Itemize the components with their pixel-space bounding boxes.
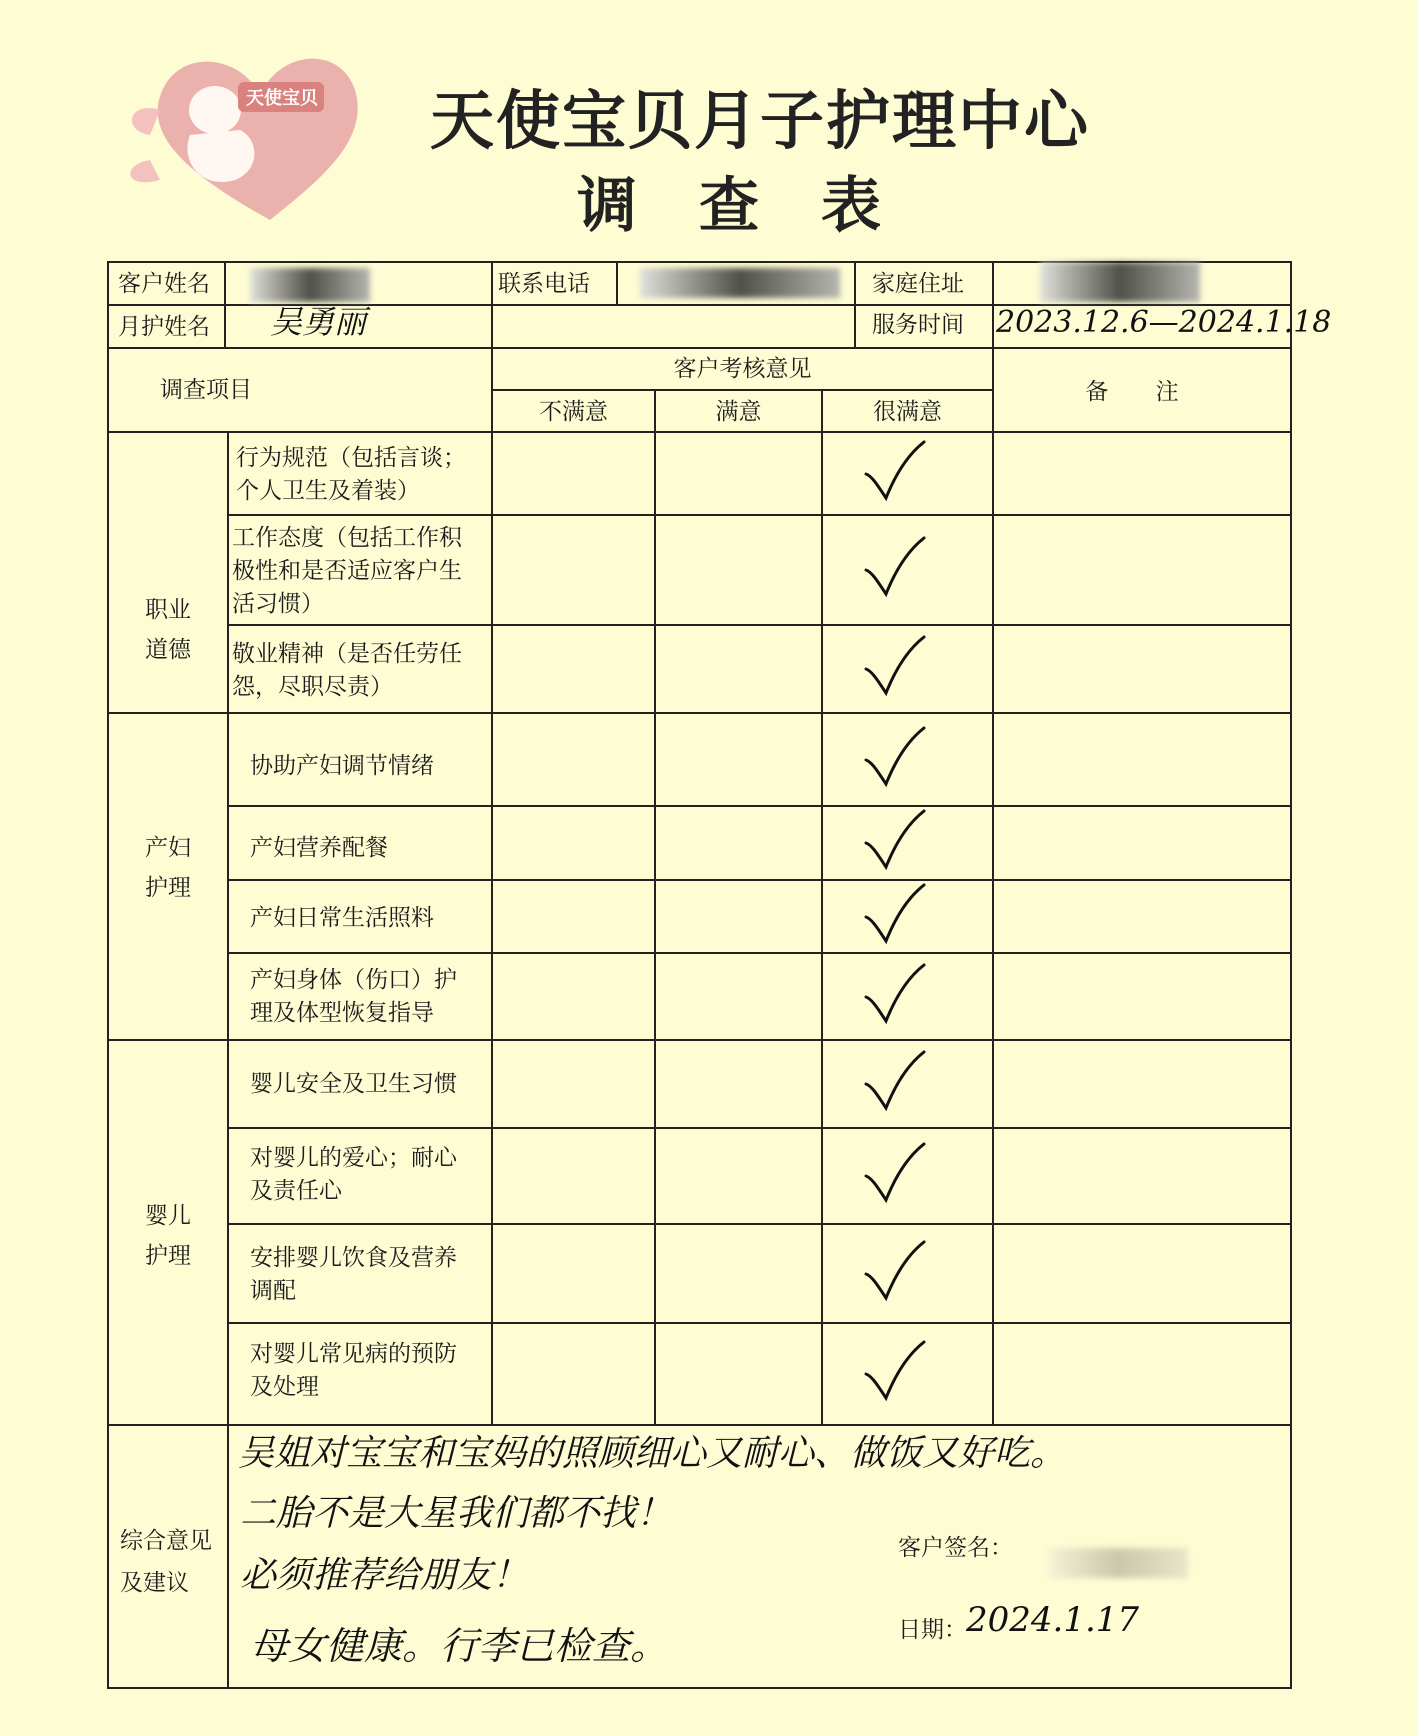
item-text: 工作态度（包括工作积 极性和是否适应客户生 活习惯） (232, 525, 462, 617)
service-time-label: 服务时间 (872, 312, 964, 338)
item-text: 对婴儿常见病的预防 及处理 (250, 1341, 457, 1400)
item-text: 婴儿安全及卫生习惯 (250, 1071, 457, 1097)
phone-label: 联系电话 (498, 271, 590, 297)
signature-label: 客户签名： (898, 1535, 1013, 1561)
check-mark-icon (858, 805, 938, 875)
date-value: 2024.1.17 (966, 1600, 1140, 1640)
nurse-name-label: 月护姓名 (118, 314, 210, 340)
check-mark-icon (858, 1336, 938, 1406)
item-text: 产妇身体（伤口）护 理及体型恢复指导 (250, 967, 457, 1026)
summary-line: 母女健康。行李已检查。 (250, 1624, 669, 1668)
signature-redacted (1048, 1548, 1188, 1578)
item-text: 安排婴儿饮食及营养 调配 (250, 1245, 457, 1304)
client-name-label: 客户姓名 (118, 271, 210, 297)
service-time-value: 2023.12.6—2024.1.18 (996, 305, 1332, 340)
col-unsatisfied-header: 不满意 (539, 399, 608, 425)
item-text: 行为规范（包括言谈； 个人卫生及着装） (236, 445, 466, 504)
check-mark-icon (858, 1046, 938, 1116)
form-subtitle: 调查表 (577, 171, 943, 241)
check-mark-icon (858, 532, 938, 602)
opinion-header: 客户考核意见 (673, 356, 812, 382)
phone-redacted (640, 268, 840, 298)
col-very-satisfied-header: 很满意 (873, 399, 942, 425)
check-mark-icon (858, 1236, 938, 1306)
col-satisfied-header: 满意 (715, 399, 762, 425)
logo-text: 天使宝贝 (246, 88, 318, 109)
remarks-header: 备 注 (1085, 379, 1199, 405)
check-mark-icon (858, 722, 938, 792)
summary-line: 必须推荐给朋友！ (240, 1555, 529, 1596)
date-label: 日期： (898, 1617, 967, 1643)
item-text: 产妇日常生活照料 (250, 905, 434, 931)
check-mark-icon (858, 959, 938, 1029)
item-text: 协助产妇调节情绪 (250, 753, 434, 779)
check-mark-icon (858, 1138, 938, 1208)
address-label: 家庭住址 (872, 271, 964, 297)
client-name-redacted (250, 268, 370, 302)
survey-item-header: 调查项目 (160, 377, 252, 403)
nurse-name-value: 吴勇丽 (270, 303, 367, 341)
group-label-professional-ethics: 职业 道德 (145, 597, 191, 663)
check-mark-icon (858, 631, 938, 701)
item-text: 产妇营养配餐 (250, 835, 388, 861)
check-mark-icon (858, 436, 938, 506)
summary-line: 二胎不是大星我们都不找！ (240, 1493, 673, 1534)
item-text: 对婴儿的爱心；耐心 及责任心 (250, 1145, 457, 1204)
item-text: 敬业精神（是否任劳任 怨，尽职尽责） (232, 641, 462, 700)
address-redacted (1040, 262, 1200, 302)
group-label-maternal-care: 产妇 护理 (145, 835, 191, 901)
summary-line: 吴姐对宝宝和宝妈的照顾细心又耐心、做饭又好吃。 (238, 1433, 1067, 1474)
group-label-infant-care: 婴儿 护理 (145, 1203, 191, 1269)
summary-label: 综合意见 及建议 (120, 1528, 212, 1596)
page-title: 天使宝贝月子护理中心 (430, 85, 1090, 159)
check-mark-icon (858, 879, 938, 949)
